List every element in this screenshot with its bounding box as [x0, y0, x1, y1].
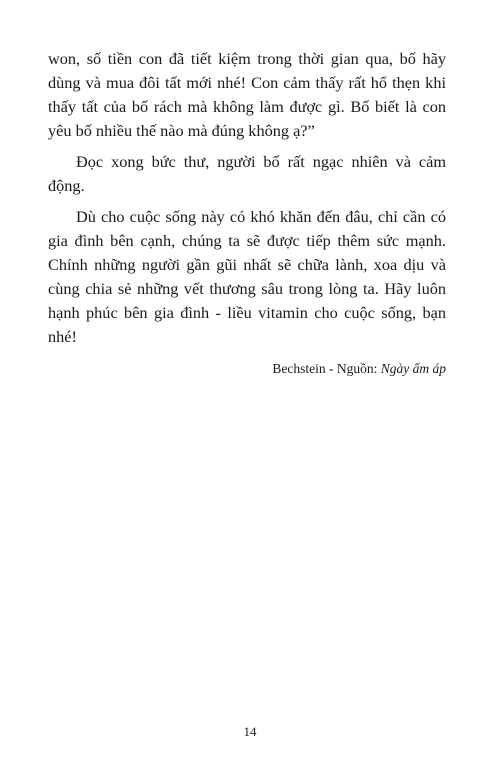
- paragraph-moral: Dù cho cuộc sống này có khó khăn đến đâu, chỉ cần có gia đình bên cạnh, chúng ta sẽ được tiếp thêm sức mạnh. Chính những người gần gũi nhất sẽ chữa lành, xoa dịu và cùng chia sẻ những vết thương sâu trong lòng ta. Hãy luôn hạnh phúc bên gia đình - liều vitamin cho cuộc sống, bạn nhé!: [48, 207, 446, 346]
- page-body: [48, 47, 446, 378]
- page-number: 14: [243, 724, 257, 739]
- paragraph-father-reaction: Đọc xong bức thư, người bố rất ngạc nhiên và cảm động.: [48, 152, 446, 195]
- source-book-title: Ngày ấm áp: [380, 361, 446, 376]
- source-prefix: Bechstein - Nguồn:: [272, 361, 381, 376]
- paragraph-letter-continuation: won, số tiền con đã tiết kiệm trong thời gian qua, bố hãy dùng và mua đôi tất mới nhé! Con cảm thấy rất hổ thẹn khi thấy tất của bố rách mà không làm được gì. Bố biết là con yêu bố nhiều thế nào mà đúng không ạ?”: [48, 49, 446, 140]
- source-attribution: [48, 360, 446, 378]
